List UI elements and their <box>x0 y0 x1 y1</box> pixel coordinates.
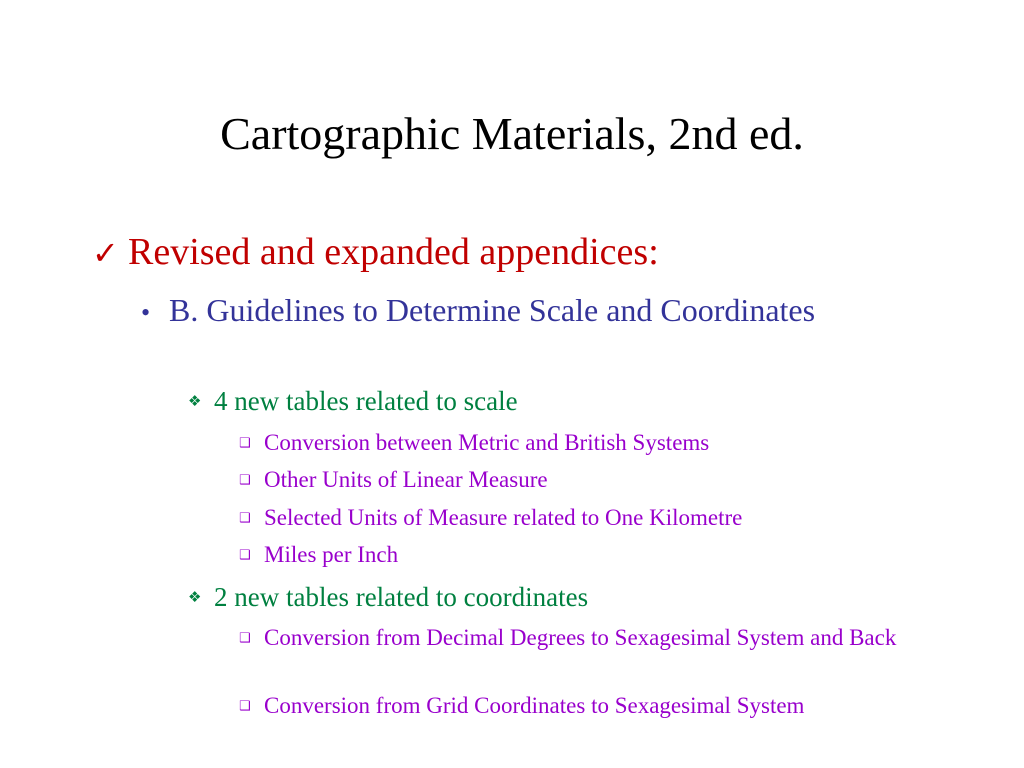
checkbox-square-icon: ❑ <box>239 473 251 488</box>
list-item-text: Other Units of Linear Measure <box>264 467 548 492</box>
bullet-level2 <box>141 290 829 333</box>
list-item-text: Selected Units of Measure related to One Kilometre <box>264 505 743 530</box>
checkmark-icon: ✓ <box>92 234 119 272</box>
bullet-scale-tables <box>188 384 518 418</box>
checkbox-square-icon: ❑ <box>239 699 251 714</box>
list-item <box>239 502 954 534</box>
list-item-text: Conversion between Metric and British Systems <box>264 430 710 455</box>
list-item-text: Conversion from Decimal Degrees to Sexagesimal System and Back <box>264 625 897 650</box>
list-item <box>239 539 954 571</box>
list-item-text: Conversion from Grid Coordinates to Sexagesimal System <box>264 693 805 718</box>
bullet-level2-text: B. Guidelines to Determine Scale and Coordinates <box>169 292 816 328</box>
checkbox-square-icon: ❑ <box>239 631 251 646</box>
checkbox-square-icon: ❑ <box>239 436 251 451</box>
checkbox-square-icon: ❑ <box>239 548 251 563</box>
slide-title: Cartographic Materials, 2nd ed. <box>220 108 804 159</box>
list-item <box>239 427 954 459</box>
checkbox-square-icon: ❑ <box>239 511 251 526</box>
list-item <box>239 464 954 496</box>
list-item <box>239 622 954 654</box>
bullet-scale-tables-text: 4 new tables related to scale <box>214 386 518 416</box>
bullet-level1-text: Revised and expanded appendices: <box>128 231 659 273</box>
bullet-coordinate-tables <box>188 580 588 614</box>
bullet-level1 <box>92 226 659 279</box>
bullet-dot-icon: • <box>141 298 151 327</box>
bullet-coordinate-tables-text: 2 new tables related to coordinates <box>214 582 589 612</box>
four-diamond-star-icon: ❖ <box>188 588 202 606</box>
list-item <box>239 690 954 722</box>
four-diamond-star-icon: ❖ <box>188 392 202 410</box>
list-item-text: Miles per Inch <box>264 542 399 567</box>
